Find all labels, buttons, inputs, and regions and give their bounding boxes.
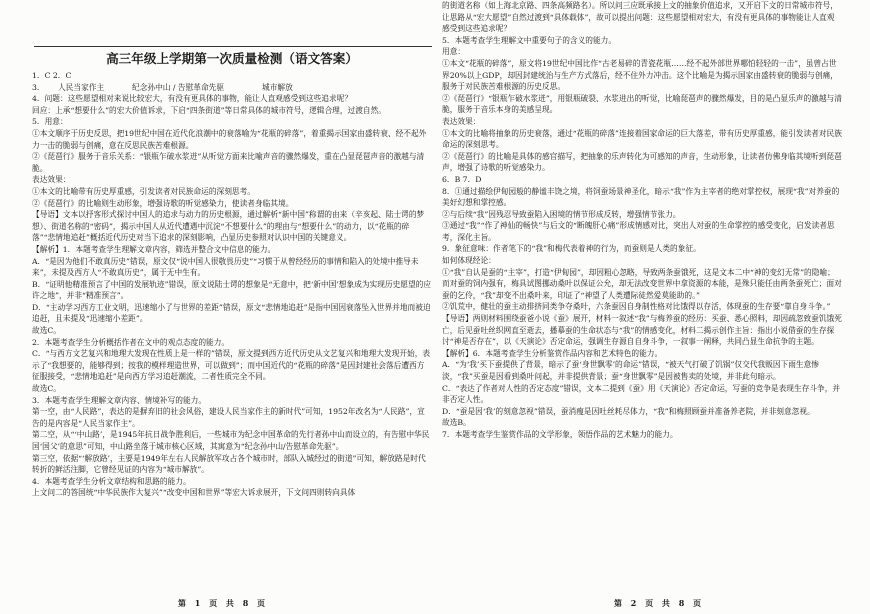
answer-line-3 — [32, 82, 432, 94]
paragraph: 2．本题考查学生分析概括作者在文中的观点态度的能力。 — [32, 337, 230, 347]
page-footer-left: 第 1 页 共 8 页 — [178, 598, 269, 608]
paragraph: A．“是因为他们不敢真历史”错误，原文仅“说中国人很敬畏历史”“习惯于从曾经经历的事情和陷入的处境中推导未来”，未提及西方人“不敢真历史”，属于无中生有。 — [32, 256, 419, 278]
paragraph: 故选C。 — [32, 384, 61, 394]
paragraph: ③通过“我”“作了神仙的畅快”与后文的“断魄肝心痛”形成情感对比，突出人对蚕的生命掌控的感受变化，启发读者思考，深化主旨。 — [442, 221, 835, 242]
paragraph: ②饥荒中，健壮的蚕主动排挤同类争夺桑叶，六条蚕因自身制性格对比饿得以存活，体现蚕的生存要“靠自身斗争。” — [442, 302, 831, 312]
paragraph: D．“主动学习西方工业文明，迅速缩小了与世界的差距”错误，原文“悲情地追赶”是指中国因衰落坠入世界并地而被迫追赶，且未提及“迅速缩小差距”。 — [32, 302, 431, 324]
paragraph: 第二空，从“‘中山路’，是1945年抗日战争胜利后，一些城市为纪念中国革命的先行者孙中山而设立的，有告慰中华民国‘国父’的意思”可知，中山路坐落于城市核心区域，其寓意为“纪念孙中山/告慰革命先驱”。 — [32, 430, 430, 451]
paragraph: 【导语】文本以抒客形式探讨中国人的追求与动力的历史根源，通过解析“新中国”称谓的由来（辛亥起、陆士谔的梦想）、街道名称的“密码”，揭示中国人从近代遭遇中沉淀“不想要什么”的理由与“想要什么”的动力，以“花瓶的碎落”“悲情地追赶”概括近代历史对当下追求的深刻影响，凸显历史参照对认识中国的关键意义。 — [32, 210, 425, 243]
left-body — [32, 93, 432, 499]
paragraph: 用意： — [442, 47, 466, 57]
paragraph: 回应：上承“想要什么”的宏大价值诉求，下启“四条街道”等日常具体的城市符号，逻辑合理，过渡自然。 — [32, 105, 386, 115]
paragraph: 6．B 7．D — [442, 174, 482, 184]
paragraph: ①“我”自认是蚕的“主宰”，打造“伊甸园”，却因粗心忽略，导致两条蚕饿死，这是文本二中“神的变幻无常”的隐喻；而对蚕的饲内强有，梅具试图挪动桑叶以保证公允，却无法改变世界中拿资源的本能，是殊只能任由两条蚕死亡；面对蚕的乞伶，“我”却变不出桑叶来，印证了“神望了人类遭际徒然爱莫能助的。” — [442, 267, 842, 300]
paragraph: ①本文“花瓶的碎落”，原文将19世纪中国比作“古老易碎的青瓷花瓶……经不起外部世界哪怕轻轻的一击”，虽曾占世界20%以上GDP，却因封建统治与生产方式落后，经不住外力冲击。这个比喻是为揭示国家由盛转衰的脆弱与创痛，服务于对民族苦难根源的历史反思。 — [442, 58, 838, 92]
paragraph: 故选B。 — [442, 418, 471, 428]
paragraph: 故选C。 — [32, 326, 61, 336]
paragraph: ②《琵琶行》的比喻则生动形象，增强诗歌的听觉感染力，使读者身临其境。 — [32, 198, 294, 208]
answer-3-blank-3: 城市解放 — [262, 82, 293, 92]
paragraph: C．“表达了作者对人性的否定态度”错误，文本二提到《蚕》用《天演论》否定命运，写蚕的竞争是表现生存斗争，并非否定人性。 — [442, 383, 841, 405]
paragraph: 7．本题考查学生鉴赏作品的文学形象，领悟作品的艺术魅力的能力。 — [442, 429, 678, 439]
paragraph: 上文问二的答国统“中华民族作大复兴”“改变中国和世界”等宏大诉求展开，下文问四则转向具体 — [32, 488, 356, 498]
answer-3-number: 3． — [32, 82, 45, 92]
paragraph: 的街道名称（如上海北京路、四条高频路名）。所以问三应既承接上文的抽象价值追求，又开启下文的日常城市符号，让思路从“宏大愿望”自然过渡到“具体载体”，故可以提出问题：这些愿望相对宏大，有没有更具体的事物能让人直观感受到这些追求呢？ — [442, 1, 838, 34]
paragraph: ①本文的比喻带有历史厚重感，引发读者对民族命运的深刻思考。 — [32, 186, 255, 196]
paragraph: 表达效果： — [32, 175, 71, 185]
right-column — [442, 0, 842, 600]
paragraph: 【导语】两则材料围绕蚕爸小说《蚕》展开，材料一叙述“我”与梅养蚕的经历：买蚕、悉心照料，却因疏忽致蚕饥饿死亡，后见蚕吐丝织网直至逝去，播摹蚕的生命状态与“我”的情感变化，材料二揭示创作主旨：指出小说借蚕的生存探讨“神是否存在”，以《天演论》否定命运，强调生存源自自身斗争，一叙事一阐释，共同凸显生命抗争的主题。 — [442, 314, 842, 347]
paragraph: D．“蚕是因‘我’的刻意忽视”错误，蚕消瘦是因吐丝耗尽体力，“我”和梅照顾蚕并准备养老院，并非刻意忽视。 — [442, 406, 815, 416]
paragraph: B．“证明他精准预言了中国的发展轨迹”错误，原文说陆士谔的想象是“无意中，把‘新中国’想象成为实现历史愿望的应许之地”，并非“精准预言”。 — [32, 279, 432, 301]
paragraph: 第三空，依据“‘解放路’，主要是1949年左右人民解放军攻占各个城市时，部队入城经过的街道”可知，解放路是时代转折的鲜活注脚，它曾经见证的内容为“城市解放”。 — [32, 453, 426, 475]
paragraph: 【解析】1．本题考查学生理解文章内容，筛选并整合文中信息的能力。 — [32, 244, 276, 254]
paragraph: 4．本题考查学生分析文章结构和思路的能力。 — [32, 476, 191, 486]
paragraph: A．“为‘我’买下蚕提供了背景，暗示了蚕‘身世飘零’的命运”错误，“被天气打破了饥锅”仅交代我贩因下雨生意惨淡，“我”买蚕是因看到桑叶问起，并非提供背景；蚕“身世飘零”是因被售卖的处境，并非此句暗示。 — [442, 360, 819, 381]
paragraph: 4．问题：这些愿望相对来说比较宏大，有没有更具体的事物，能让人直观感受到这些追求呢？ — [32, 94, 353, 104]
answer-line-1: 1．C 2．C — [32, 71, 72, 80]
paragraph: 【解析】6．本题考查学生分析鉴赏作品内容和艺术特色的能力。 — [442, 348, 663, 358]
answer-3-blank-2: 纪念孙中山 / 告慰革命先驱 — [132, 82, 225, 92]
paragraph: 如何体现经论： — [442, 256, 496, 266]
paragraph: C．“与西方文艺复兴和地理大发现在性质上是一样的”错误，原文提到西方近代历史从文艺复兴和地理大发现开始，表示了“我想要的，能够得到；按我的模样理造世界，可以做到”；而中国近代的“花瓶的碎落”是因封建社会落后遭西方征服接受，“悲情地追赶”是向西方学习追赶潮流，二者性质完全不同。 — [32, 349, 431, 382]
paragraph: ②《琵琶行》的比喻是具体的感官描写，把抽象的乐声转化为可感知的声音，生动形象，让读者仿佛身临其境听到琵琶声，增强了诗歌的听觉感染力。 — [442, 151, 842, 173]
answer-3-blank-1: 人民当家作主 — [58, 82, 105, 92]
paragraph: ②《琵琶行》服务于音乐关系：“银瓶乍破水浆迸”从听觉方面来比喻声音的骤然爆发，重在凸显琵琶声音的激越与清脆。 — [32, 152, 425, 173]
paragraph: 表达效果： — [442, 116, 481, 126]
paragraph: ②《琵琶行》“银瓶乍破水浆迸”，用银瓶破裂、水浆进出的听觉，比喻琵琶声的骤然爆发，目的是凸显乐声的激越与清脆，服务于音乐本身的美感呈现。 — [442, 93, 842, 115]
paragraph: ①本文的比喻将抽象的历史衰落，通过“花瓶的碎落”连接着国家命运的巨大落差，带有历史厚重感，能引发读者对民族命运的深刻思考。 — [442, 128, 842, 150]
document-title: 高三年级上学期第一次质量检测（语文答案） — [106, 51, 358, 66]
paragraph: 3．本题考查学生理解文章内容、情境补写的能力。 — [32, 395, 207, 405]
paragraph: 8．①通过描绘伊甸园般的静谧丰饶之境，将饲蚕场景神圣化，暗示“我”作为主宰者的绝对掌控权，展现“我”对养蚕的美好幻想和掌控感。 — [442, 186, 840, 208]
paragraph: 5．本题考查学生理解文中重要句子的含义的能力。 — [442, 35, 617, 45]
left-column — [32, 0, 432, 600]
paragraph: ①本文顺序于历史反思，把19世纪中国在近代化浪潮中的衰落喻为“花瓶的碎落”，着重揭示国家由盛转衰、经不起外力一击的脆弱与创痛，意在反思民族苦难根源。 — [32, 128, 427, 150]
page-footer-right: 第 2 页 共 8 页 — [614, 598, 705, 608]
paragraph: 5．用意： — [32, 117, 68, 127]
paragraph: 9．象征意味：作者笔下的“我”和梅代表着神的行为，而蚕则是人类的象征。 — [442, 244, 701, 254]
paragraph: 第一空，由“人民路”，表达的是摒弃旧的社会风俗，建设人民当家作主的新时代”可知，1952年改名为“人民路”，宣告的是内容是“人民当家作主”。 — [32, 407, 425, 428]
paragraph: ②与后续“我”因残忍导致蚕陷入困境的情节形成反转，增强情节张力。 — [442, 209, 681, 219]
